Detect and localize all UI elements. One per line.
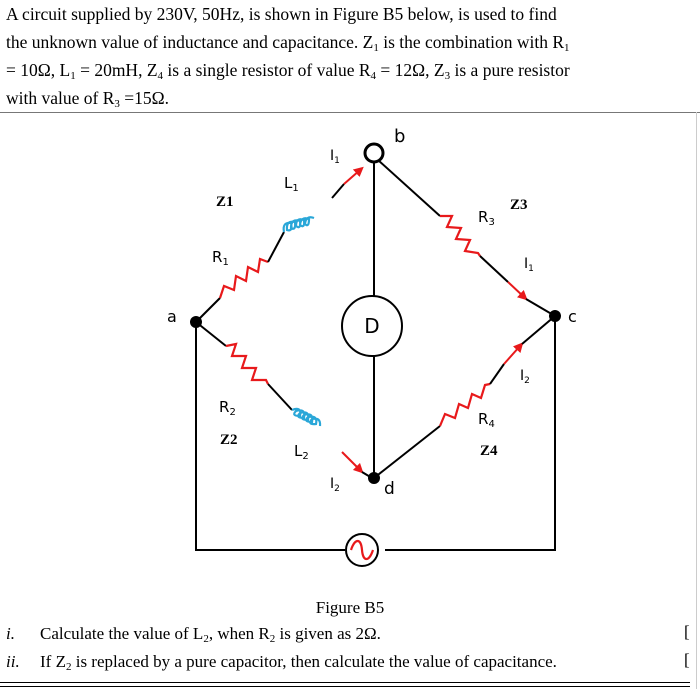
- question-i-number: i.: [6, 624, 15, 643]
- footer-rule: [0, 682, 690, 683]
- wire-l1-arrow: [332, 184, 344, 198]
- marks-bracket-i: [: [684, 622, 690, 641]
- l2-label: $L_2$: [294, 442, 309, 462]
- wire-r3-c: [480, 256, 508, 282]
- r4-label: $R_4$: [478, 410, 495, 430]
- question-ii-number: ii.: [6, 652, 20, 671]
- problem-statement: [6, 0, 696, 112]
- inductor-l2: [292, 409, 320, 426]
- arrow-i2-right: [504, 346, 520, 364]
- detector-label: D: [364, 314, 380, 338]
- arrow-i2-bottom: [342, 452, 360, 470]
- z2-label: Z2: [220, 432, 238, 448]
- wire-r4-arrow: [490, 364, 504, 384]
- z1-label: Z1: [216, 194, 234, 210]
- wire-r1-l1: [268, 232, 284, 262]
- node-a: [190, 316, 202, 328]
- question-i: i. Calculate the value of $L_2$, when $R_2$ is given as 2Ω.: [6, 624, 381, 645]
- wire-b-r3: [378, 160, 440, 216]
- i1-right-label: $I_1$: [524, 256, 534, 274]
- problem-line-4: with value of $R_3 =15\Omega$.: [6, 88, 170, 110]
- i2-bottom-label: $I_2$: [330, 476, 340, 494]
- z3-label: Z3: [510, 197, 528, 213]
- wire-right-down: [385, 316, 555, 550]
- resistor-r2: [226, 344, 268, 384]
- i1-top-label: $I_1$: [330, 148, 340, 166]
- node-a-label: a: [167, 307, 177, 326]
- problem-line-2: the unknown value of inductance and capacitance. $Z_1$ is the combination with $R_1$: [6, 32, 570, 54]
- node-b: [365, 144, 383, 162]
- wire-arrow-c2: [522, 316, 555, 344]
- inductor-l1: [284, 217, 314, 232]
- marks-bracket-ii: [: [684, 650, 690, 669]
- arrow-i1-top: [344, 170, 360, 184]
- arrow-i1-right: [508, 282, 524, 297]
- r2-label: $R_2$: [219, 398, 236, 418]
- node-c: [549, 310, 561, 322]
- wire-r2-l2: [268, 384, 292, 410]
- node-d-label: d: [384, 479, 395, 499]
- footer-rule-2: [0, 686, 690, 687]
- question-ii: ii. If $Z_2$ is replaced by a pure capacitor, then calculate the value of capacitance.: [6, 652, 557, 673]
- resistor-r3: [440, 216, 480, 256]
- r1-label: $R_1$: [212, 248, 229, 268]
- circuit-diagram: [0, 112, 700, 592]
- figure-caption: Figure B5: [315, 598, 385, 617]
- node-b-label: b: [394, 126, 406, 147]
- node-d: [368, 472, 380, 484]
- z4-label: Z4: [480, 443, 498, 459]
- problem-line-1: A circuit supplied by 230V, 50Hz, is shown in Figure B5 below, is used to find: [6, 4, 557, 24]
- i2-right-label: $I_2$: [520, 368, 530, 386]
- l1-label: $L_1$: [284, 174, 299, 194]
- wire-left-down: [196, 322, 345, 550]
- wire-d-r4: [374, 426, 440, 478]
- problem-line-3: = 10Ω, $L_1 = 20mH$, $Z_4$ is a single resistor of value $R_4 = 12\Omega$, $Z_3$ is a pure resistor: [6, 60, 570, 82]
- node-c-label: c: [568, 307, 577, 326]
- r3-label: $R_3$: [478, 208, 495, 228]
